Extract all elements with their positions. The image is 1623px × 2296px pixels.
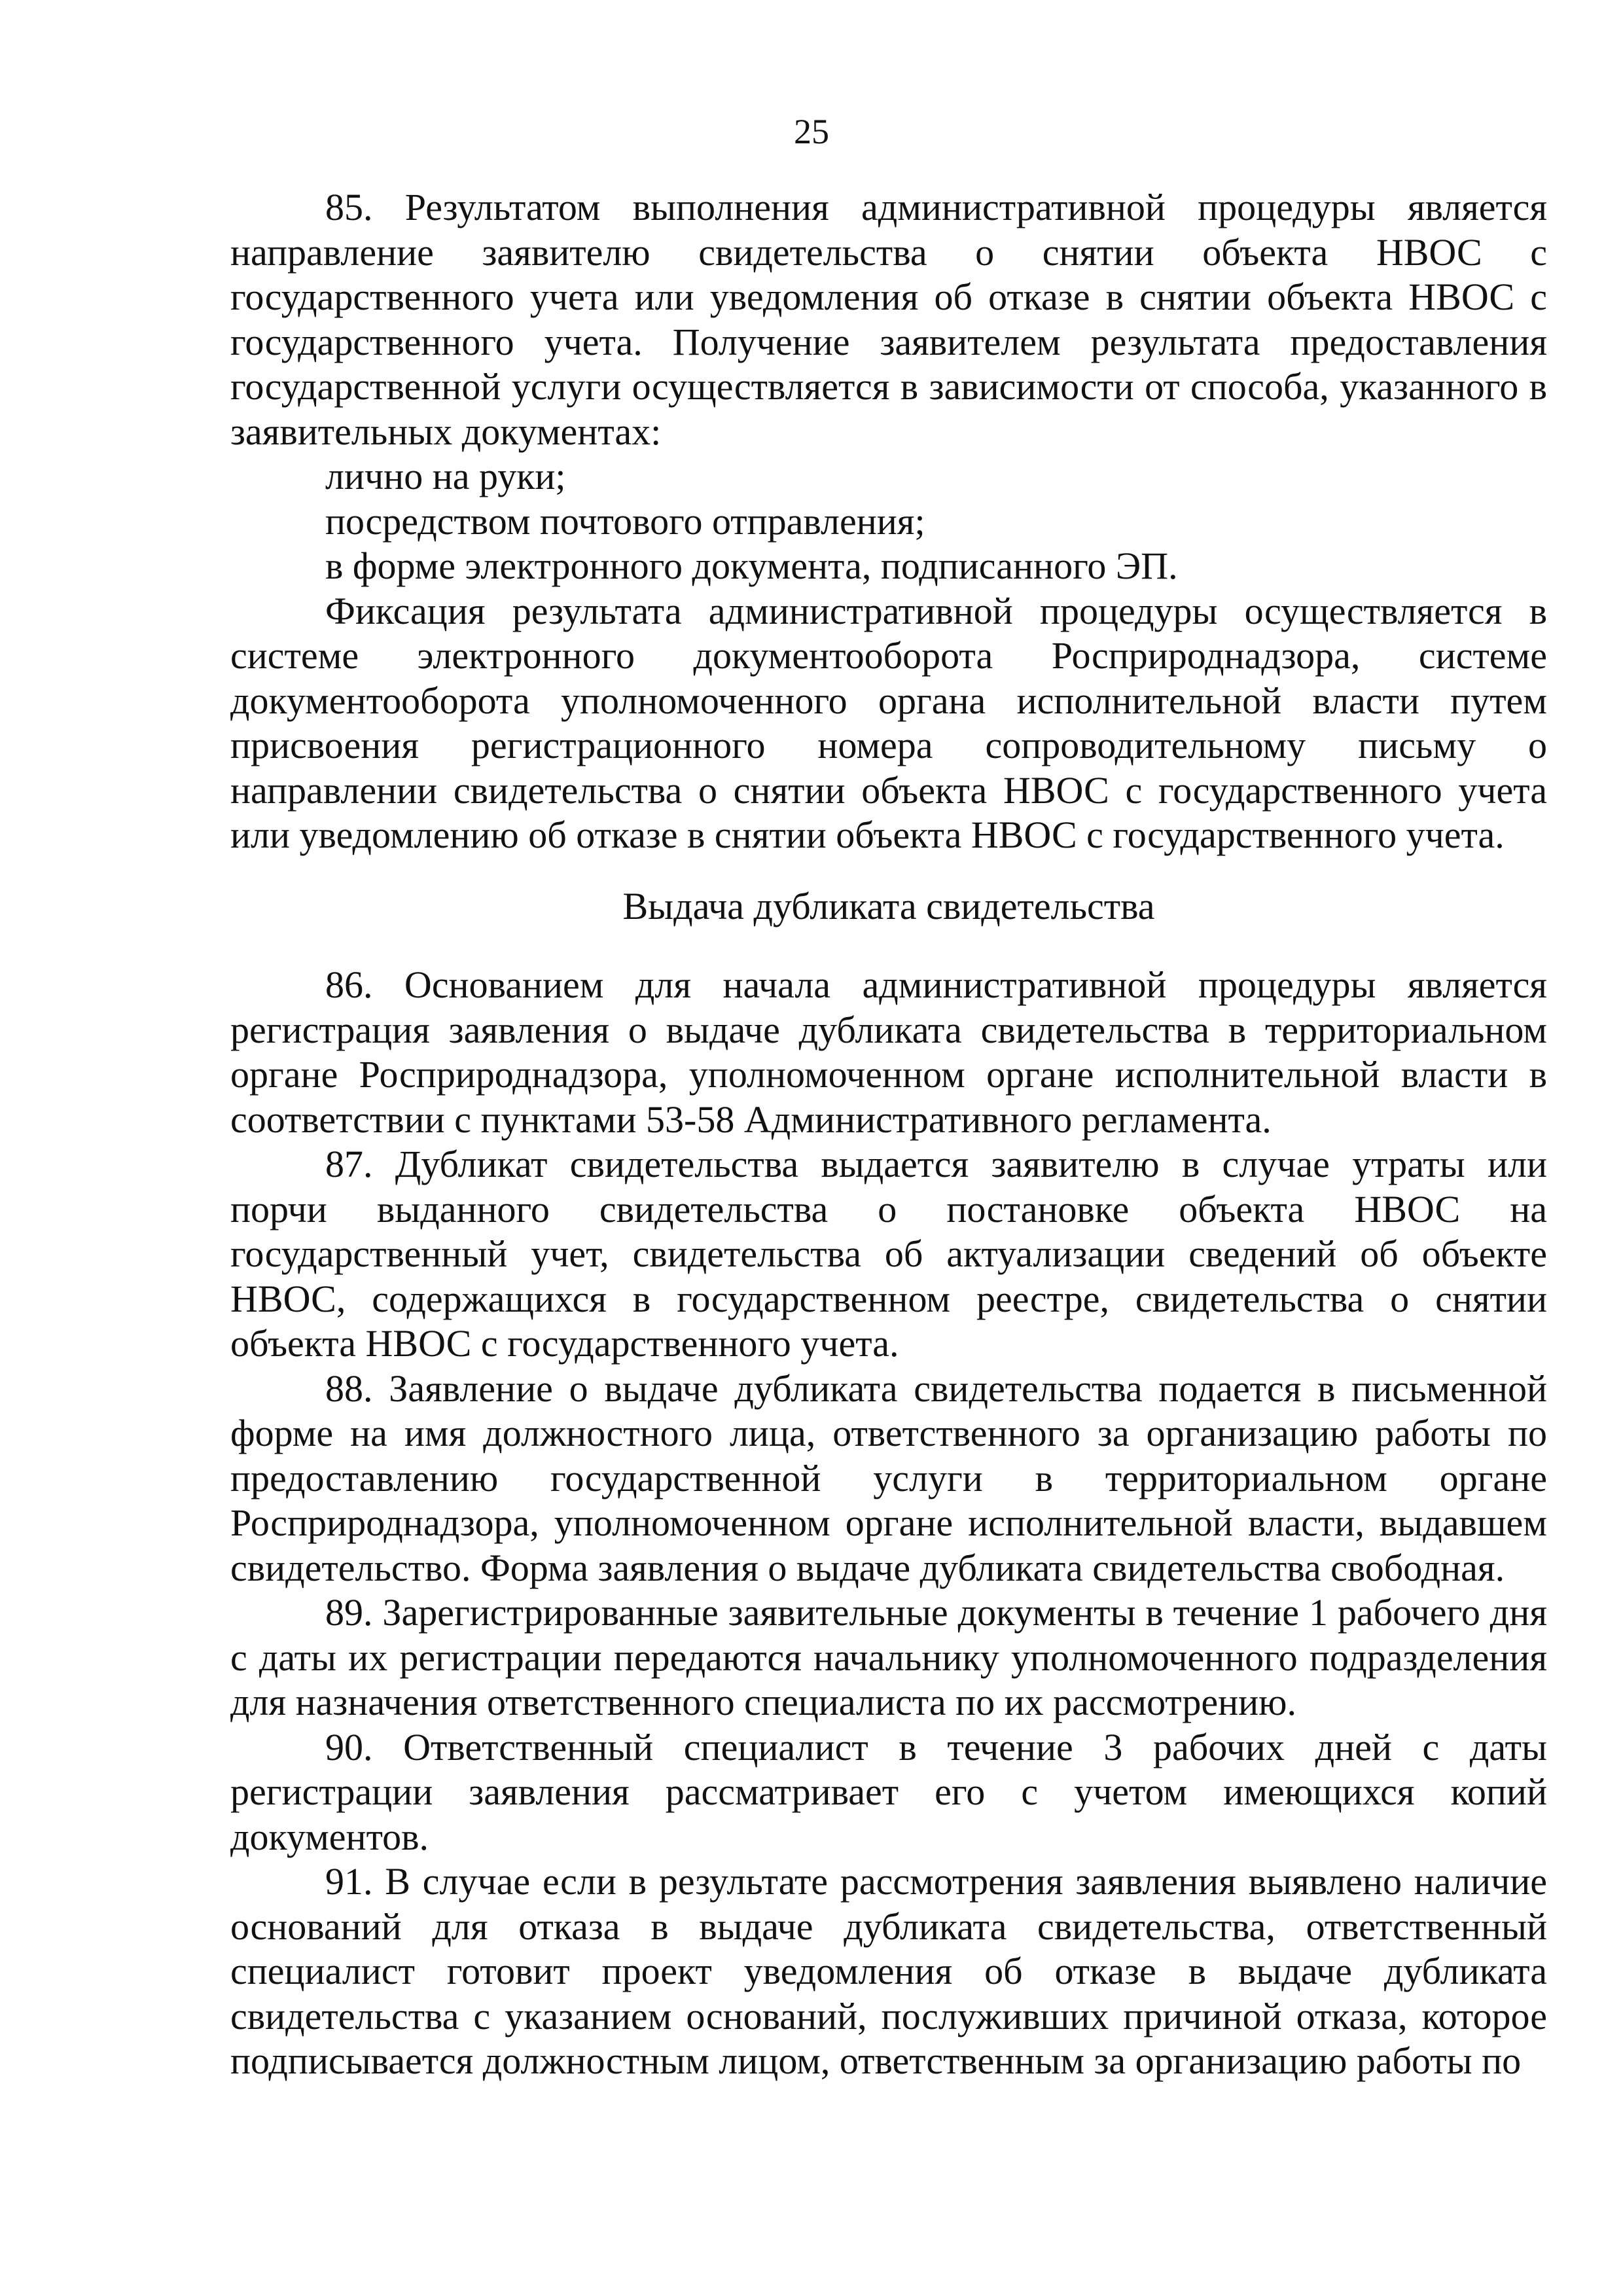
paragraph-89: 89. Зарегистрированные заявительные документы в течение 1 рабочего дня с даты их регистрации передаются начальнику уполномоченного подразделения для назначения ответственного специалиста по их рассмотрению. xyxy=(230,1591,1547,1723)
document-body xyxy=(230,185,1547,2084)
paragraph-90: 90. Ответственный специалист в течение 3 рабочих дней с даты регистрации заявления рассматривает его с учетом имеющихся копий документов. xyxy=(230,1725,1547,1858)
paragraph-85: 85. Результатом выполнения административной процедуры является направление заявителю свидетельства о снятии объекта НВОС с государственного учета или уведомления об отказе в снятии объекта НВОС с государственного учета. Получение заявителем результата предоставления государственной услуги осуществляется в зависимости от способа, указанного в заявительных документах: xyxy=(230,186,1547,453)
list-item: посредством почтового отправления; xyxy=(325,499,925,543)
paragraph-87: 87. Дубликат свидетельства выдается заявителю в случае утраты или порчи выданного свидетельства о постановке объекта НВОС на государственный учет, свидетельства об актуализации сведений об объекте НВОС, содержащихся в государственном реестре, свидетельства о снятии объекта НВОС с государственного учета. xyxy=(230,1143,1547,1365)
list-item: лично на руки; xyxy=(325,455,566,497)
list-item: в форме электронного документа, подписанного ЭП. xyxy=(325,545,1178,587)
paragraph-85-fixation: Фиксация результата административной процедуры осуществляется в системе электронного документооборота Росприроднадзора, системе документооборота уполномоченного органа исполнительной власти путем присвоения регистрационного номера сопроводительному письму о направлении свидетельства о снятии объекта НВОС с государственного учета или уведомлению об отказе в снятии объекта НВОС с государственного учета. xyxy=(230,589,1547,856)
paragraph-86: 86. Основанием для начала административной процедуры является регистрация заявления о выдаче дубликата свидетельства в территориальном органе Росприроднадзора, уполномоченном органе исполнительной власти в соответствии с пунктами 53-58 Административного регламента. xyxy=(230,963,1547,1141)
paragraph-91: 91. В случае если в результате рассмотрения заявления выявлено наличие оснований для отказа в выдаче дубликата свидетельства, ответственный специалист готовит проект уведомления об отказе в выдаче дубликата свидетельства с указанием оснований, послуживших причиной отказа, которое подписывается должностным лицом, ответственным за организацию работы по xyxy=(230,1860,1547,2082)
paragraph-88: 88. Заявление о выдаче дубликата свидетельства подается в письменной форме на имя должностного лица, ответственного за организацию работы по предоставлению государственной услуги в территориальном органе Росприроднадзора, уполномоченном органе исполнительной власти, выдавшем свидетельство. Форма заявления о выдаче дубликата свидетельства свободная. xyxy=(230,1367,1547,1589)
page-number: 25 xyxy=(794,112,829,151)
section-heading: Выдача дубликата свидетельства xyxy=(622,884,1155,927)
